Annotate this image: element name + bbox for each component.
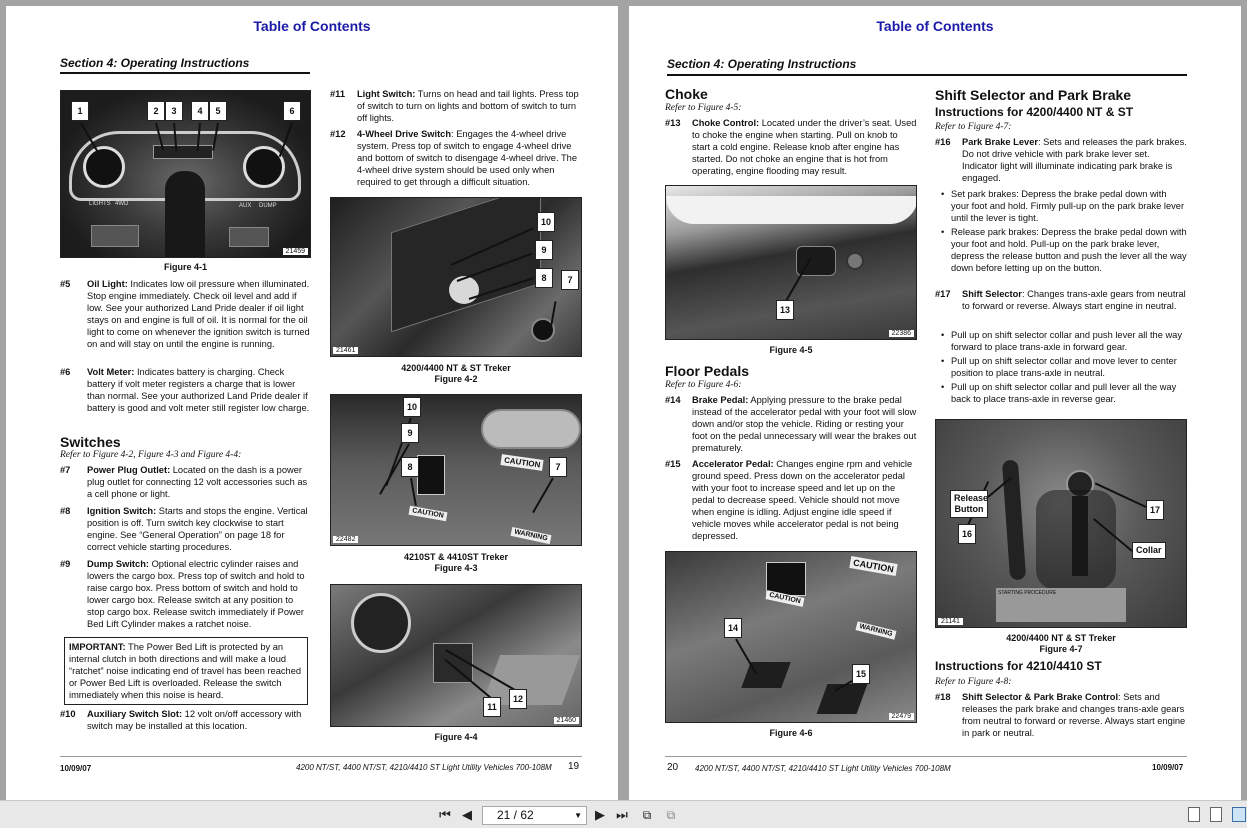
item-17: #17 Shift Selector: Changes trans-axle gears from neutral to forward or reverse. Always start engine in neutral.	[935, 289, 1186, 311]
switches-heading: Switches	[60, 434, 121, 450]
fig46-code: 22479	[889, 713, 914, 720]
fig46-label-warning: WARNING	[856, 621, 897, 639]
fig41-callout-1: 1	[71, 101, 89, 121]
fig42-callout-10: 10	[537, 212, 555, 232]
fig45-callout-13: 13	[776, 300, 794, 320]
bullet-set-park-brakes: • Set park brakes: Depress the brake pedal down with your foot and hold. Firmly pull-up on the park brake lever until the lever is tight.	[935, 188, 1187, 224]
first-page-icon[interactable]: ⏮	[439, 807, 451, 822]
figure-4-4-caption: Figure 4-4	[434, 732, 478, 742]
bullet-release-park-brakes: • Release park brakes: Depress the brake pedal down with your foot and hold. Pull-up on the park brake lever, depress the release button and push the lever all the way down before letting up on the button.	[935, 226, 1187, 274]
bullet-reverse-gear: • Pull up on shift selector collar and pull lever all the way back to place trans-axle in reverse gear.	[935, 381, 1187, 405]
figure-4-4-image	[330, 584, 582, 727]
figure-4-6-caption: Figure 4-6	[769, 728, 813, 738]
figure-4-5-image	[665, 185, 917, 340]
fig47-code: 21141	[938, 618, 963, 625]
bullet-neutral: • Pull up on shift selector collar and move lever to center position to place trans-axle in neutral.	[935, 355, 1187, 379]
toc-link[interactable]: Table of Contents	[876, 18, 994, 34]
footer-page-number: 20	[667, 762, 679, 773]
figure-4-2-image	[330, 197, 582, 357]
fig43-label-caution-2: CAUTION	[409, 506, 448, 521]
single-page-icon[interactable]	[1188, 807, 1200, 822]
fig43-label-warning: WARNING	[510, 527, 551, 544]
page-20	[629, 6, 1241, 800]
item-16: #16 Park Brake Lever: Sets and releases the park brakes. Do not drive vehicle with park brake lever set. Indicator light will illuminate indicating park brake is engaged.	[935, 137, 1187, 183]
bullet-forward-gear: • Pull up on shift selector collar and push lever all the way forward to place trans-axle in forward gear.	[935, 329, 1187, 353]
fig41-callout-3: 3	[165, 101, 183, 121]
item-8: #8 Ignition Switch: Starts and stops the engine. Vertical position is off. Turn switch key clockwise to start engine. See “General Operation” on page 18 for correct vehicle starting procedures.	[60, 506, 308, 552]
item-7: #7 Power Plug Outlet: Located on the dash is a power plug outlet for connecting 12 volt accessories such as a cell phone or light.	[60, 465, 308, 499]
figure-4-3-image	[330, 394, 582, 546]
figure-4-6-image	[665, 551, 917, 723]
continuous-icon[interactable]	[1210, 807, 1222, 822]
important-note: IMPORTANT: The Power Bed Lift is protected by an internal clutch in both directions and will make a loud “ratchet” noise indicating end of travel has been reached or Power Bed Lift is overloaded. Release the switch immediately when this noise is heard.	[64, 637, 308, 705]
item-11: #11 Light Switch: Turns on head and tail lights. Press top of switch to turn on lights and bottom of switch to turn off lights.	[330, 89, 579, 123]
fig42-code: 21461	[333, 347, 358, 354]
fig46-label-caution-1: CAUTION	[849, 556, 897, 576]
next-page-icon[interactable]: ▶	[595, 807, 605, 822]
choke-ref: Refer to Figure 4-5:	[665, 103, 742, 113]
item-10: #10 Auxiliary Switch Slot: 12 volt on/off accessory with switch may be installed at this location.	[60, 709, 302, 731]
item-14: #14 Brake Pedal: Applying pressure to the brake pedal instead of the accelerator pedal with your foot will slow down and/or stop the vehicle. Riding or resting your foot on the pedal unnecessary will wear the brakes out prematurely.	[665, 395, 917, 453]
page-19	[6, 6, 618, 800]
next-view-icon[interactable]: ⧉	[666, 808, 676, 822]
fig41-label-4wd: 4WD	[115, 201, 129, 207]
item-9: #9 Dump Switch: Optional electric cylinder raises and lowers the cargo box. Press top of switch and hold to raise cargo box. Press bottom of switch and hold to lower cargo box. Release switch at any position to stop cargo box. Release switch immediately if Power Bed Lift Cylinder makes a ratchet noise.	[60, 559, 305, 629]
figure-4-1-image	[60, 90, 311, 258]
footer-date: 10/09/07	[1152, 763, 1184, 772]
fig44-callout-11: 11	[483, 697, 501, 717]
fig41-callout-6: 6	[283, 101, 301, 121]
fig41-callout-5: 5	[209, 101, 227, 121]
fig43-callout-9: 9	[401, 423, 419, 443]
fig45-code: 22386	[889, 330, 914, 337]
floor-pedals-ref: Refer to Figure 4-6:	[665, 380, 742, 390]
fig43-code: 22482	[333, 536, 358, 543]
fig44-code: 21460	[554, 717, 579, 724]
instructions-4210-heading: Instructions for 4210/4410 ST	[935, 659, 1102, 673]
fig46-callout-15: 15	[852, 664, 870, 684]
fig41-label-dump: DUMP	[259, 203, 277, 209]
item-5: #5 Oil Light: Indicates low oil pressure when illuminated. Stop engine immediately. Check oil level and add if low. See your authorized Land Pride dealer if oil light stays on and engine is full of oil. It is normal for the oil light to come on whenever the ignition switch is turned on and will stay on until the engine is running.	[60, 279, 310, 349]
shift-instructions-heading: Instructions for 4200/4400 NT & ST	[935, 105, 1134, 119]
fig43-callout-7: 7	[549, 457, 567, 477]
last-page-icon[interactable]: ⏭	[616, 807, 628, 822]
fig43-label-caution-1: CAUTION	[500, 454, 544, 471]
footer-title: 4200 NT/ST, 4400 NT/ST, 4210/4410 ST Light Utility Vehicles 700-108M	[296, 763, 552, 772]
footer-title: 4200 NT/ST, 4400 NT/ST, 4210/4410 ST Light Utility Vehicles 700-108M	[695, 764, 951, 773]
prev-page-icon[interactable]: ◀	[462, 807, 472, 822]
footer-page-number: 19	[568, 761, 580, 772]
section-rule	[60, 72, 310, 74]
page-number-select[interactable]	[482, 806, 587, 825]
item-12: #12 4-Wheel Drive Switch: Engages the 4-wheel drive system. Press top of switch to engage 4-wheel drive and bottom of switch to disengage 4-wheel drive. The 4-wheel drive system should be used only when required to get through a difficult situation.	[330, 129, 577, 187]
fig47-collar-label: Collar	[1132, 542, 1166, 559]
instructions-4210-ref: Refer to Figure 4-8:	[935, 677, 1012, 687]
item-13: #13 Choke Control: Located under the driver’s seat. Used to choke the engine when starting. Pull on knob to start a cold engine. Release knob after engine has started. Do not choke an engine that is hot from operating, engine flooding may result.	[665, 118, 917, 176]
figure-4-3-caption: 4210ST & 4410ST Treker Figure 4-3	[403, 552, 509, 573]
section-title: Section 4: Operating Instructions	[60, 56, 250, 70]
fig41-label-lights: LIGHTS	[89, 201, 111, 207]
shift-ref: Refer to Figure 4-7:	[935, 122, 1012, 132]
figure-4-1-caption: Figure 4-1	[163, 262, 207, 272]
fig47-plate: STARTING PROCEDURE	[996, 588, 1126, 622]
fig42-callout-7: 7	[561, 270, 579, 290]
fig46-label-caution-2: CAUTION	[765, 590, 804, 607]
footer-rule	[60, 756, 582, 757]
fig41-callout-4: 4	[191, 101, 209, 121]
fig46-callout-14: 14	[724, 618, 742, 638]
item-18: #18 Shift Selector & Park Brake Control: Sets and releases the park brake and changes trans-axle gears from neutral to forward or reverse. Always start engine in park or neutral.	[935, 692, 1186, 738]
toc-link[interactable]: Table of Contents	[253, 18, 371, 34]
fig47-callout-16: 16	[958, 524, 976, 544]
fig47-callout-17: 17	[1146, 500, 1164, 520]
switches-ref: Refer to Figure 4-2, Figure 4-3 and Figure 4-4:	[60, 450, 242, 460]
footer-date: 10/09/07	[60, 764, 92, 773]
figure-4-7-caption: 4200/4400 NT & ST Treker Figure 4-7	[1006, 633, 1116, 654]
page-indicator: 21 / 62	[497, 808, 534, 822]
fig41-callout-2: 2	[147, 101, 165, 121]
shift-selector-heading: Shift Selector and Park Brake	[935, 87, 1132, 103]
figure-4-2-caption: 4200/4400 NT & ST Treker Figure 4-2	[401, 363, 511, 384]
fig41-code: 21459	[283, 248, 308, 255]
fig43-callout-10: 10	[403, 397, 421, 417]
item-6: #6 Volt Meter: Indicates battery is charging. Check battery if volt meter registers a charge that is lower than normal. See your authorized Land Pride dealer if battery is good and volt meter still register low charge.	[60, 367, 310, 413]
figure-4-7-image	[935, 419, 1187, 628]
fig44-callout-12: 12	[509, 689, 527, 709]
fig41-label-aux: AUX	[239, 203, 252, 209]
section-rule	[667, 74, 1187, 76]
section-title: Section 4: Operating Instructions	[667, 57, 857, 71]
fig43-callout-8: 8	[401, 457, 419, 477]
two-page-icon[interactable]	[1232, 807, 1246, 822]
item-15: #15 Accelerator Pedal: Changes engine rpm and vehicle ground speed. Press down on the accelerator pedal with your foot to increase speed and let up on the pedal to decrease speed. Vehicle should not move when engine is idling. Adjust engine idle speed if vehicle moves while accelerator pedal is not being depressed.	[665, 459, 913, 541]
prev-view-icon[interactable]: ⧉	[642, 808, 652, 822]
footer-rule	[665, 756, 1187, 757]
fig42-callout-9: 9	[535, 240, 553, 260]
fig42-callout-8: 8	[535, 268, 553, 288]
viewer-toolbar	[0, 800, 1247, 828]
fig47-release-button-label: Release Button	[950, 490, 988, 518]
choke-heading: Choke	[665, 86, 708, 102]
floor-pedals-heading: Floor Pedals	[665, 363, 750, 379]
chevron-down-icon: ▼	[574, 811, 582, 820]
figure-4-5-caption: Figure 4-5	[769, 345, 813, 355]
